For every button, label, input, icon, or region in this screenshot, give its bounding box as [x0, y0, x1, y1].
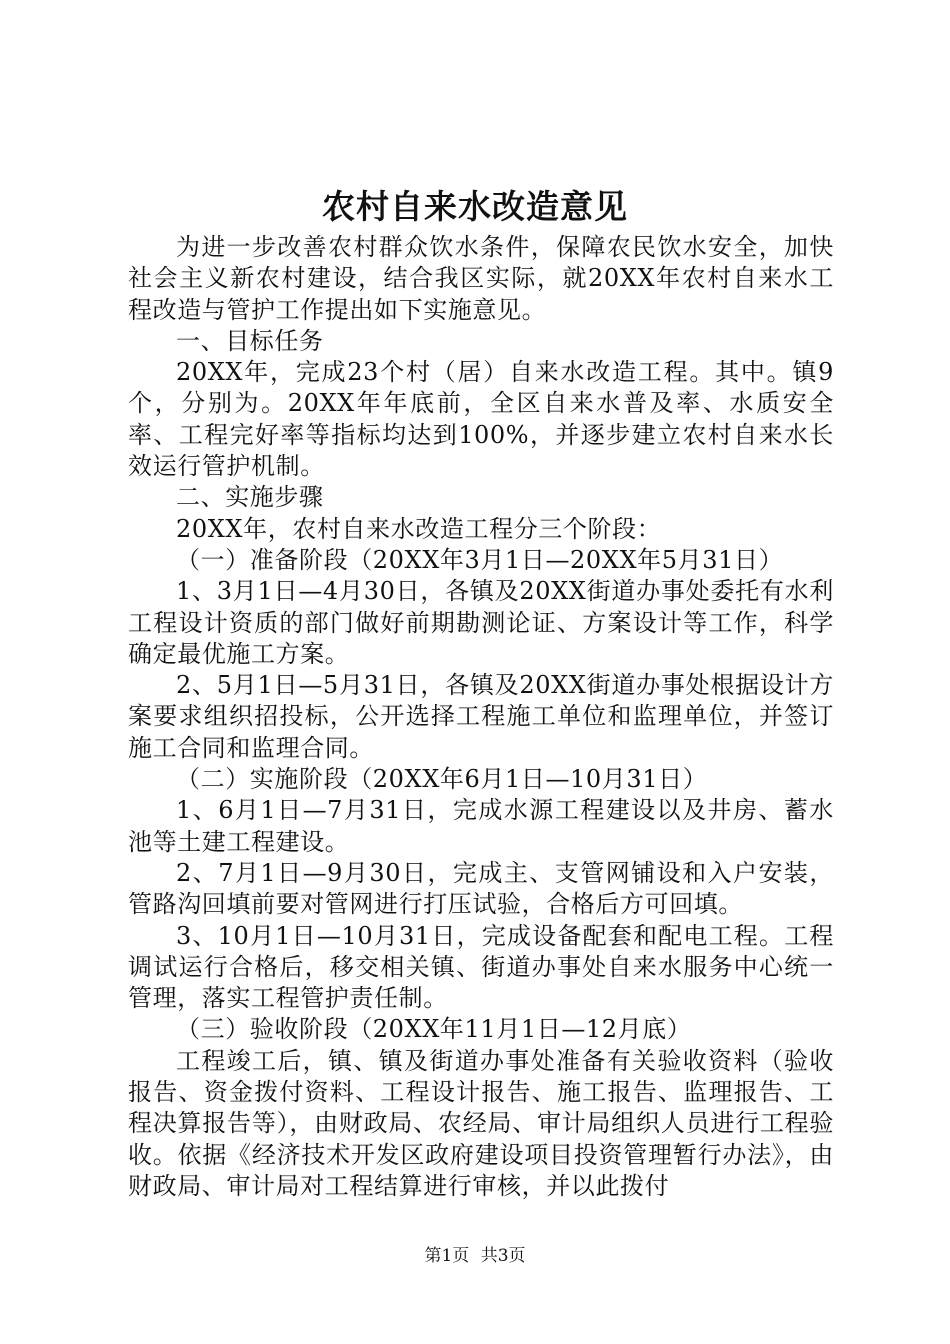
page-number: 第1页 [424, 1246, 470, 1266]
subheading-acceptance: （三）验收阶段（20XX年11月1日—12月底） [176, 1015, 692, 1044]
document-body [128, 232, 834, 1202]
paragraph-implementation-2: 2、7月1日—9月30日，完成主、支管网铺设和入户安装，管路沟回填前要对管网进行打压试验，合格后方可回填。 [128, 858, 834, 919]
subheading-implementation: （二）实施阶段（20XX年6月1日—10月31日） [176, 765, 708, 794]
heading-goals: 一、目标任务 [176, 326, 324, 355]
paragraph-preparation-1: 1、3月1日—4月30日，各镇及20XX街道办事处委托有水利工程设计资质的部门做好前期勘测论证、方案设计等工作，科学确定最优施工方案。 [128, 577, 834, 668]
document-title: 农村自来水改造意见 [322, 187, 628, 226]
paragraph-acceptance: 工程竣工后，镇、镇及街道办事处准备有关验收资料（验收报告、资金拨付资料、工程设计报告、施工报告、监理报告、工程决算报告等），由财政局、农经局、审计局组织人员进行工程验收。依据《经济技术开发区政府建设项目投资管理暂行办法》，由财政局、审计局对工程结算进行审核，并以此拨付 [128, 1046, 834, 1200]
paragraph-goals: 20XX年，完成23个村（居）自来水改造工程。其中。镇9个，分别为。20XX年年底前，全区自来水普及率、水质安全率、工程完好率等指标均达到100%，并逐步建立农村自来水长效运行管护机制。 [128, 358, 834, 481]
heading-steps: 二、实施步骤 [176, 483, 324, 512]
page-total: 共3页 [480, 1246, 526, 1266]
paragraph-intro: 为进一步改善农村群众饮水条件，保障农民饮水安全，加快社会主义新农村建设，结合我区实际，就20XX年农村自来水工程改造与管护工作提出如下实施意见。 [128, 233, 834, 324]
page-footer [0, 1244, 950, 1268]
subheading-preparation: （一）准备阶段（20XX年3月1日—20XX年5月31日） [176, 545, 784, 574]
paragraph-preparation-2: 2、5月1日—5月31日，各镇及20XX街道办事处根据设计方案要求组织招投标，公开选择工程施工单位和监理单位，并签订施工合同和监理合同。 [128, 671, 834, 762]
paragraph-implementation-3: 3、10月1日—10月31日，完成设备配套和配电工程。工程调试运行合格后，移交相关镇、街道办事处自来水服务中心统一管理，落实工程管护责任制。 [128, 921, 834, 1013]
paragraph-implementation-1: 1、6月1日—7月31日，完成水源工程建设以及井房、蓄水池等土建工程建设。 [128, 796, 834, 856]
paragraph-steps-intro: 20XX年，农村自来水改造工程分三个阶段： [176, 514, 662, 543]
